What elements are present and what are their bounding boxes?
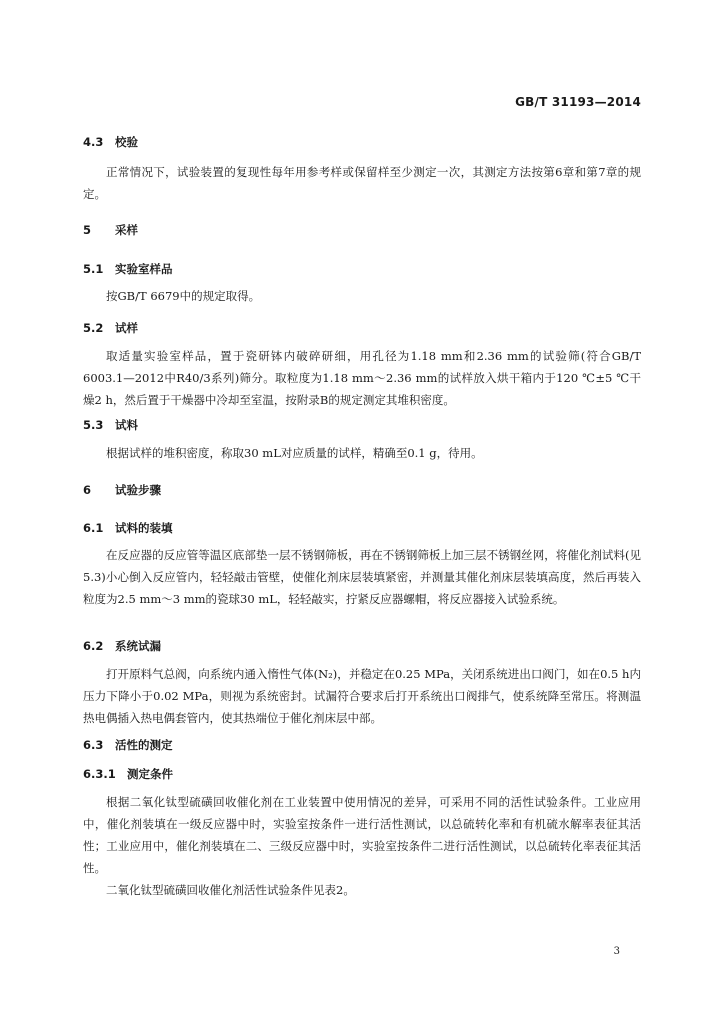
heading-5-1 (83, 261, 641, 277)
paragraph-5-1: 按GB/T 6679中的规定取得。 (106, 289, 261, 303)
section-title: 校验 (115, 135, 138, 149)
section-number: 5.1 (83, 262, 104, 276)
page-number: 3 (613, 946, 620, 957)
heading-4-3 (83, 134, 641, 150)
heading-5 (83, 222, 641, 238)
paragraph-5-2: 取适量实验室样品，置于瓷研钵内破碎研细，用孔径为1.18 mm和2.36 mm的试验筛(符合GB/T 6003.1—2012中R40/3系列)筛分。取粒度为1.18 mm～2.36 mm的试样放入烘干箱内于120 ℃±5 ℃干燥2 h，然后置于干燥器中冷却至室温，按附录B的规定测定其堆积密度。 (83, 349, 641, 407)
heading-5-2 (83, 320, 641, 336)
section-title: 系统试漏 (115, 639, 161, 653)
heading-6-3-1 (83, 766, 641, 782)
standard-code: GB/T 31193—2014 (515, 95, 641, 109)
section-title: 测定条件 (127, 767, 173, 781)
section-title: 试验步骤 (115, 483, 161, 497)
paragraph-6-2: 打开原料气总阀，向系统内通入惰性气体(N₂)，并稳定在0.25 MPa，关闭系统进出口阀门，如在0.5 h内压力下降小于0.02 MPa，则视为系统密封。试漏符合要求后打开系统出口阀排气，使系统降至常压。将测温热电偶插入热电偶套管内，使其热端位于催化剂床层中部。 (83, 667, 641, 725)
paragraph-table-reference: 二氧化钛型硫磺回收催化剂活性试验条件见表2。 (106, 883, 355, 897)
section-title: 试料的装填 (115, 521, 173, 535)
paragraph-4-3: 正常情况下，试验装置的复现性每年用参考样或保留样至少测定一次，其测定方法按第6章和第7章的规定。 (83, 165, 641, 201)
paragraph-5-3: 根据试样的堆积密度，称取30 mL对应质量的试样，精确至0.1 g，待用。 (106, 446, 483, 460)
section-title: 活性的测定 (115, 738, 173, 752)
section-number: 6.3 (83, 738, 104, 752)
section-title: 采样 (115, 223, 138, 237)
section-number: 6.1 (83, 521, 104, 535)
section-number: 5.2 (83, 321, 104, 335)
section-number: 6 (83, 483, 92, 497)
heading-6-1 (83, 520, 641, 536)
section-number: 5.3 (83, 418, 104, 432)
heading-6 (83, 482, 641, 498)
heading-5-3 (83, 417, 641, 433)
paragraph-6-3-1: 根据二氧化钛型硫磺回收催化剂在工业装置中使用情况的差异，可采用不同的活性试验条件。工业应用中，催化剂装填在一级反应器中时，实验室按条件一进行活性测试，以总硫转化率和有机硫水解率表征其活性；工业应用中，催化剂装填在二、三级反应器中时，实验室按条件二进行活性测试，以总硫转化率表征其活性。 (83, 795, 641, 875)
section-number: 6.3.1 (83, 767, 116, 781)
section-title: 实验室样品 (115, 262, 173, 276)
heading-6-3 (83, 737, 641, 753)
section-number: 4.3 (83, 135, 104, 149)
section-number: 5 (83, 223, 92, 237)
section-number: 6.2 (83, 639, 104, 653)
paragraph-6-1: 在反应器的反应管等温区底部垫一层不锈钢筛板，再在不锈钢筛板上加三层不锈钢丝网，将催化剂试料(见5.3)小心倒入反应管内，轻轻敲击管壁，使催化剂床层装填紧密，并测量其催化剂床层装填高度，然后再装入粒度为2.5 mm～3 mm的瓷球30 mL，轻轻敲实，拧紧反应器螺帽，将反应器接入试验系统。 (83, 548, 641, 606)
section-title: 试样 (115, 321, 138, 335)
section-title: 试料 (115, 418, 138, 432)
heading-6-2 (83, 638, 641, 654)
